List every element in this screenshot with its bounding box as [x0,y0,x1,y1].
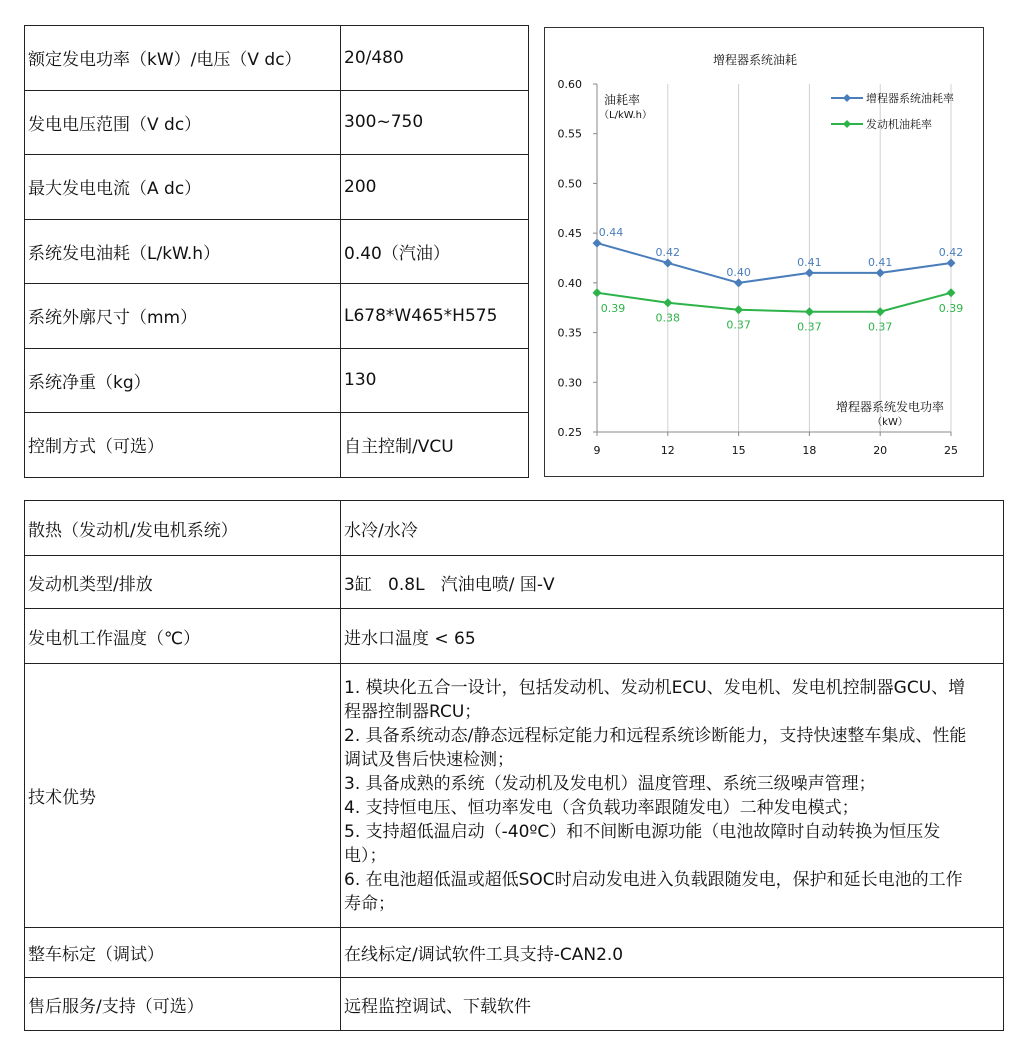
row-label: 系统外廓尺寸（mm） [25,284,341,349]
data-label: 0.41 [867,255,893,269]
fuel-consumption-chart [544,27,984,477]
series-line [597,243,951,283]
data-point [663,258,672,267]
row-value: 在线标定/调试软件工具支持-CAN2.0 [341,928,1004,978]
row-value: 130 [341,348,529,413]
detail-table [24,500,1004,1031]
advantages-row [25,664,1004,928]
advantage-line: 2. 具备系统动态/静态远程标定能力和远程系统诊断能力，支持快速整车集成、性能 [344,725,967,746]
y-axis-label: 油耗率 [604,93,641,107]
data-point [947,258,956,267]
advantage-line: 1. 模块化五合一设计，包括发动机、发动机ECU、发电机、发电机控制器GCU、增 [344,677,966,698]
data-label: 0.37 [726,318,751,332]
row-value: 300~750 [341,90,529,155]
spec-row [25,413,529,478]
row-value: 进水口温度 < 65 [341,609,1004,664]
data-point [734,278,743,287]
data-point [734,305,743,314]
row-label: 系统发电油耗（L/kW.h） [25,219,341,284]
row-label: 售后服务/支持（可选） [25,978,341,1031]
spec-row [25,348,529,413]
data-label: 0.39 [938,301,964,315]
advantage-line: 4. 支持恒电压、恒功率发电（含负载功率跟随发电）二种发电模式； [344,797,859,818]
y-axis-unit: （L/kW.h） [599,110,652,121]
x-tick-label: 25 [944,444,958,457]
detail-row [25,501,1004,556]
row-value: 远程监控调试、下载软件 [341,978,1004,1031]
y-tick-label: 0.35 [557,326,582,340]
x-tick-label: 15 [731,444,746,457]
data-point [876,307,885,316]
spec-row [25,155,529,220]
data-label: 0.42 [938,245,964,259]
spec-row [25,284,529,349]
data-point [947,288,956,297]
row-label: 控制方式（可选） [25,413,341,478]
y-tick-label: 0.55 [557,127,582,141]
spec-row [25,26,529,91]
spec-table [24,25,529,478]
data-label: 0.40 [726,265,751,279]
legend-marker [843,94,851,102]
advantage-line: 程器控制器RCU； [344,701,482,722]
row-value: 20/480 [341,26,529,91]
data-label: 0.38 [655,311,681,325]
data-point [593,288,602,297]
row-value: 200 [341,155,529,220]
chart-title: 增程器系统油耗 [712,53,798,67]
x-tick-label: 12 [660,444,675,457]
row-label: 额定发电功率（kW）/电压（V dc） [25,26,341,91]
row-label: 发动机类型/排放 [25,556,341,609]
advantage-line: 6. 在电池超低温或超低SOC时启动发电进入负载跟随发电，保护和延长电池的工作 [344,869,963,890]
y-tick-label: 0.50 [557,177,582,191]
advantage-line: 寿命； [344,893,395,914]
advantage-line: 5. 支持超低温启动（-40ºC）和不间断电源功能（电池故障时自动转换为恒压发 [344,821,941,842]
row-label: 系统净重（kg） [25,348,341,413]
detail-row [25,556,1004,609]
data-point [805,307,814,316]
advantage-line: 3. 具备成熟的系统（发动机及发电机）温度管理、系统三级噪声管理； [344,773,876,794]
row-value: L678*W465*H575 [341,284,529,349]
series-line [597,293,951,312]
x-axis-label: 增程器系统发电功率 [835,400,945,414]
row-value: 自主控制/VCU [341,413,529,478]
detail-row [25,978,1004,1031]
y-tick-label: 0.30 [557,376,582,390]
row-label: 整车标定（调试） [25,928,341,978]
row-label: 发电机工作温度（℃） [25,609,341,664]
data-label: 0.41 [797,255,822,269]
data-label: 0.37 [797,320,822,334]
y-tick-label: 0.45 [557,227,582,241]
y-tick-label: 0.40 [557,276,582,290]
y-tick-label: 0.25 [557,426,582,439]
data-label: 0.39 [600,301,626,315]
x-tick-label: 9 [593,444,601,457]
row-label: 散热（发动机/发电机系统） [25,501,341,556]
data-point [663,298,672,307]
row-value: 水冷/水冷 [341,501,1004,556]
data-label: 0.42 [655,245,681,259]
data-point [876,268,885,277]
row-value: 3缸 0.8L 汽油电喷/ 国-Ⅴ [341,556,1004,609]
spec-row [25,90,529,155]
legend-label: 增程器系统油耗率 [866,92,954,105]
legend-marker [843,120,851,128]
data-point [805,268,814,277]
advantages-list [341,664,1004,928]
advantage-line: 调试及售后快速检测； [344,749,514,770]
x-tick-label: 20 [873,444,888,457]
row-label: 发电电压范围（V dc） [25,90,341,155]
y-tick-label: 0.60 [557,78,582,91]
data-point [593,239,602,248]
row-label: 最大发电电流（A dc） [25,155,341,220]
data-label: 0.37 [867,320,893,334]
detail-row [25,928,1004,978]
chart-canvas [545,28,983,476]
detail-row [25,609,1004,664]
x-axis-unit: （kW） [872,417,908,428]
advantages-label: 技术优势 [25,664,341,928]
legend-label: 发动机油耗率 [866,118,932,131]
row-value: 0.40（汽油） [341,219,529,284]
data-label: 0.44 [598,226,624,240]
x-tick-label: 18 [802,444,817,457]
advantage-line: 电）； [344,845,387,866]
spec-row [25,219,529,284]
